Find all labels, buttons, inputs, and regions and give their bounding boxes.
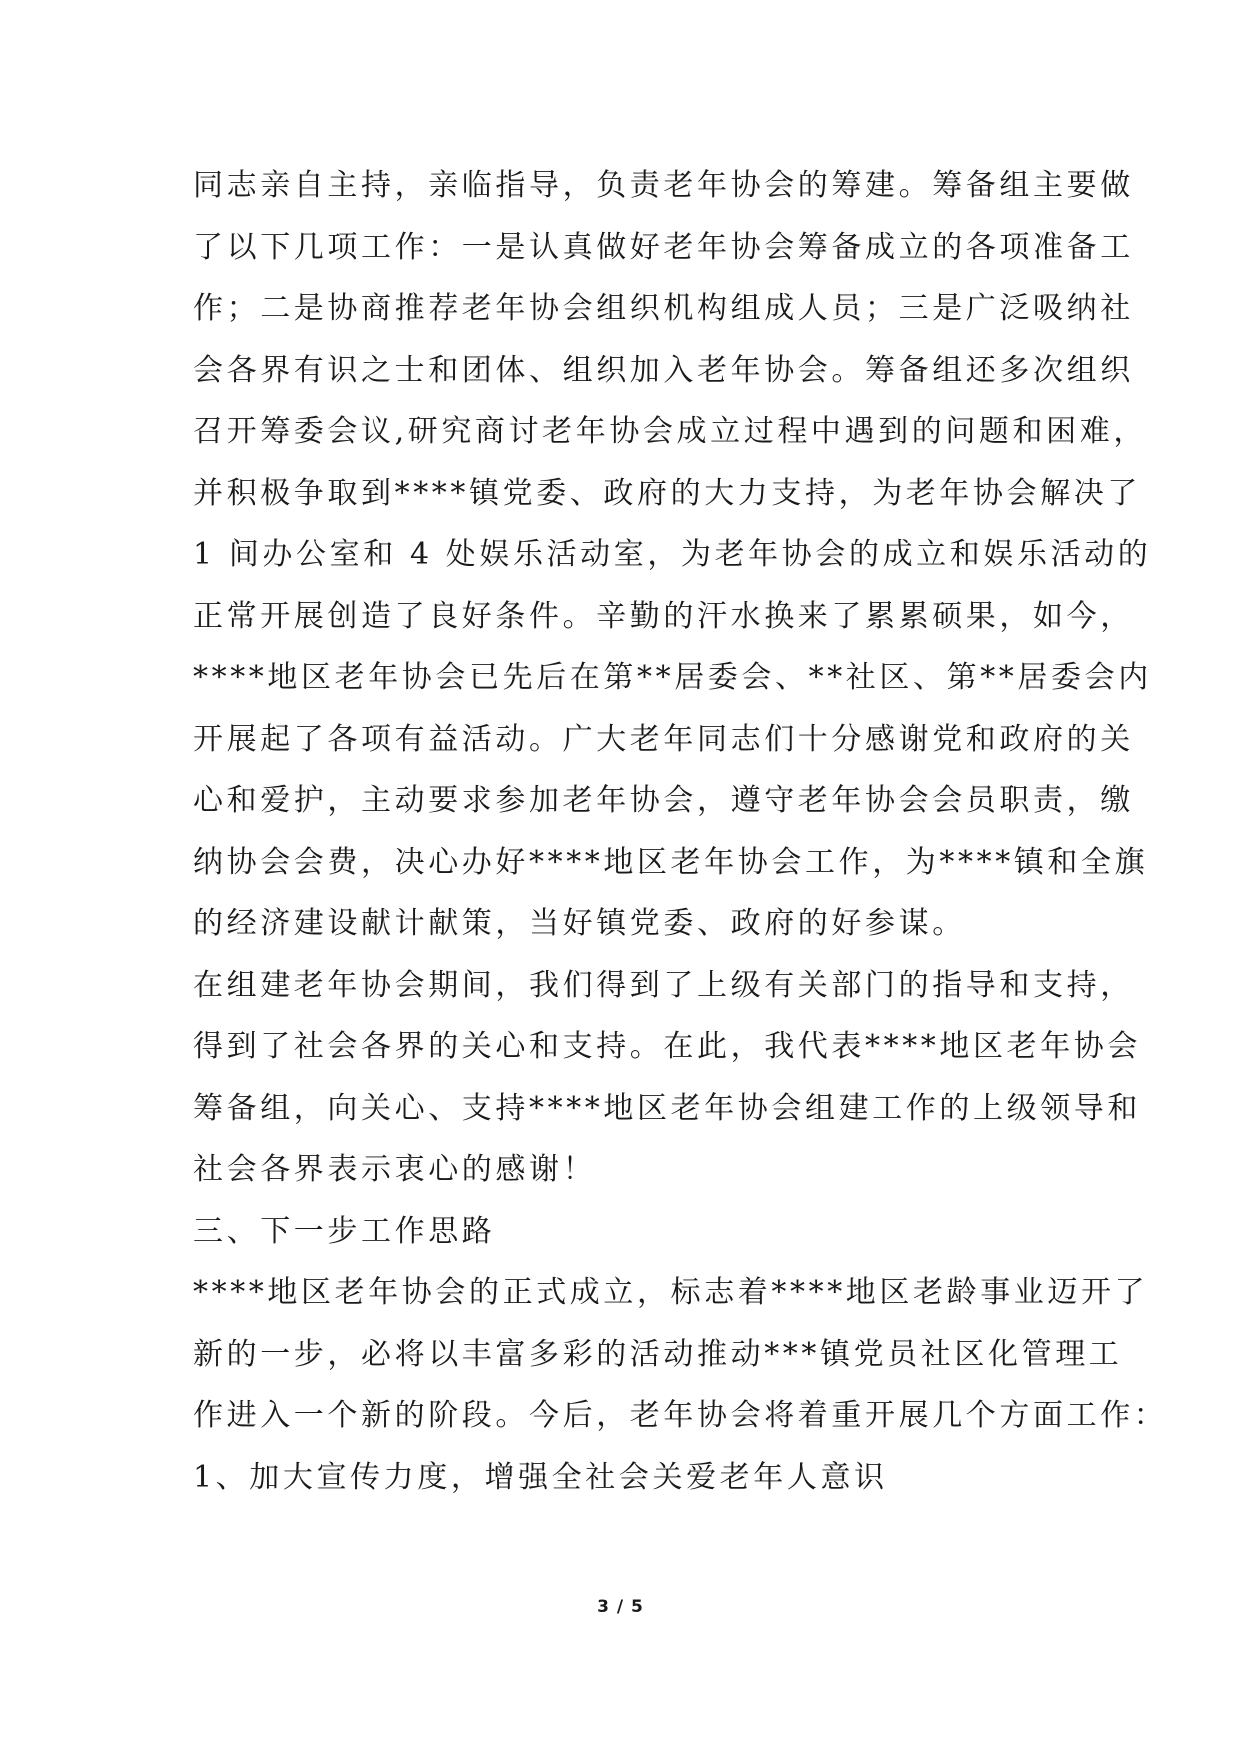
text-line: 作进入一个新的阶段。今后，老年协会将着重开展几个方面工作：: [193, 1398, 1168, 1433]
text-line: 了以下几项工作：一是认真做好老年协会筹备成立的各项准备工: [193, 229, 1134, 265]
page-number: 3 / 5: [597, 1597, 644, 1617]
text-line: 社会各界表示衷心的感谢！: [193, 1152, 597, 1187]
text-line: 同志亲自主持，亲临指导，负责老年协会的筹建。筹备组主要做: [193, 168, 1134, 203]
body-text: [193, 155, 1168, 1508]
text-line: 会各界有识之士和团体、组织加入老年协会。筹备组还多次组织: [193, 352, 1134, 388]
text-line: 心和爱护，主动要求参加老年协会，遵守老年协会会员职责，缴: [193, 783, 1134, 818]
text-line: ****地区老年协会已先后在第**居委会、**社区、第**居委会内: [193, 660, 1152, 695]
text-line: 的经济建设献计献策，当好镇党委、政府的好参谋。: [193, 906, 966, 941]
text-line: 开展起了各项有益活动。广大老年同志们十分感谢党和政府的关: [193, 721, 1134, 757]
text-line: 纳协会会费，决心办好****地区老年协会工作，为****镇和全旗: [193, 844, 1149, 880]
section-heading: 三、下一步工作思路: [193, 1213, 496, 1249]
paragraph-start-line: 在组建老年协会期间，我们得到了上级有关部门的指导和支持，: [193, 967, 1134, 1003]
text-line: 新的一步，必将以丰富多彩的活动推动***镇党员社区化管理工: [193, 1336, 1123, 1372]
text-line: 作；二是协商推荐老年协会组织机构组成人员；三是广泛吸纳社: [193, 291, 1134, 326]
subheading-line: 1、加大宣传力度，增强全社会关爱老年人意识: [193, 1459, 888, 1495]
text-line: 1 间办公室和 4 处娱乐活动室，为老年协会的成立和娱乐活动的: [193, 537, 1152, 572]
text-line: 召开筹委会议,研究商讨老年协会成立过程中遇到的问题和困难，: [193, 414, 1147, 449]
text-line: 正常开展创造了良好条件。辛勤的汗水换来了累累硕果，如今，: [193, 598, 1134, 634]
text-line: 得到了社会各界的关心和支持。在此，我代表****地区老年协会: [193, 1029, 1141, 1064]
text-line: 筹备组，向关心、支持****地区老年协会组建工作的上级领导和: [193, 1090, 1141, 1126]
paragraph-start-line: ****地区老年协会的正式成立，标志着****地区老龄事业迈开了: [193, 1275, 1149, 1310]
text-line: 并积极争取到****镇党委、政府的大力支持，为老年协会解决了: [193, 475, 1141, 511]
